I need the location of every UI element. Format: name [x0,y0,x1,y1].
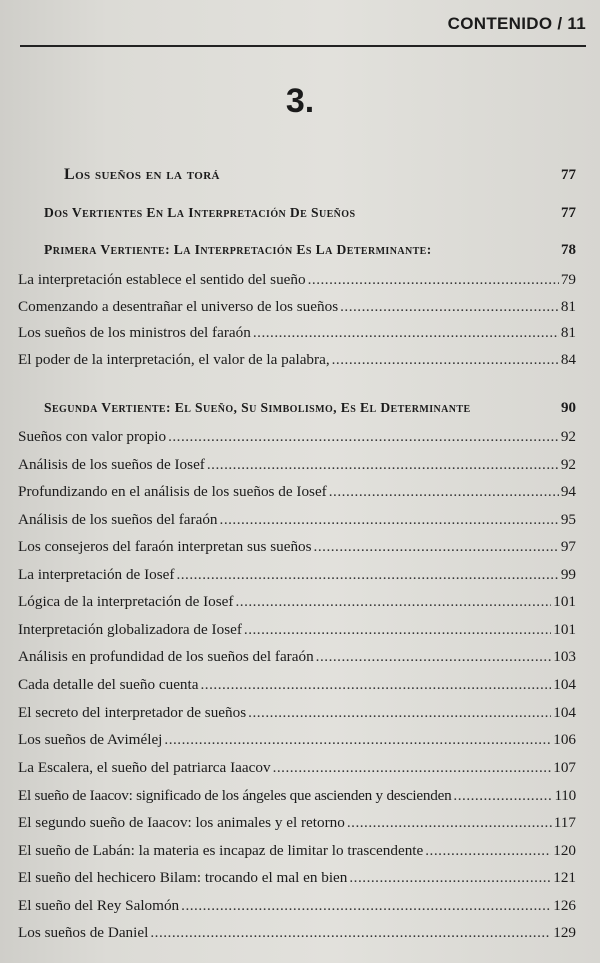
toc-entry-title: Análisis de los sueños de Iosef [18,456,205,473]
section-page: 77 [561,205,576,221]
dot-leader [332,351,559,369]
dot-leader [207,456,559,474]
dot-leader [168,428,559,446]
toc-entry-page: 81 [560,298,576,315]
toc-entry [18,621,576,639]
dot-leader [349,869,551,887]
toc-entry-page: 95 [560,511,576,528]
toc-entry-title: La interpretación establece el sentido del sueño [18,271,306,288]
section-row [44,242,576,259]
chapter-title: Los sueños en la torá [64,166,220,183]
dot-leader [316,648,552,666]
toc-entry-page: 104 [553,704,576,721]
toc-entry [18,869,576,887]
chapter-title-row [64,166,576,184]
chapter-number: 3. [285,82,315,120]
toc-entry-page: 110 [554,787,576,804]
dot-leader [329,483,559,501]
dot-leader [201,676,552,694]
section-page: 78 [561,242,576,258]
toc-entry-title: El sueño de Labán: la materia es incapaz de limitar lo trascendente [18,842,424,859]
toc-entry-title: Comenzando a desentrañar el universo de los sueños [18,298,339,315]
toc-entry [18,787,576,805]
dot-leader [181,897,551,915]
dot-leader [340,298,559,316]
toc-entry [18,428,576,446]
toc-entry-title: Sueños con valor propio [18,428,167,445]
toc-entry-page: 92 [560,456,576,473]
toc-entry-page: 81 [560,324,576,341]
toc-entry-title: Interpretación globalizadora de Iosef [18,621,242,638]
dot-leader [164,731,551,749]
dot-leader [308,271,559,289]
toc-entry-page: 106 [553,731,576,748]
toc-entry-page: 121 [553,869,576,886]
section-title: Primera Vertiente: La Interpretación Es La Determinante: [44,242,432,257]
toc-entry [18,456,576,474]
toc-entry-title: Profundizando en el análisis de los sueños de Iosef [18,483,327,500]
toc-entry [18,271,576,289]
toc-entry [18,298,576,316]
section-page: 90 [561,400,576,416]
toc-entry-title: El sueño del Rey Salomón [18,897,180,914]
toc-entry-page: 101 [553,593,576,610]
toc-entry [18,924,576,942]
toc-entry [18,897,576,915]
dot-leader [253,324,559,342]
toc-entry-page: 120 [553,842,576,859]
dot-leader [453,787,552,805]
chapter-title-page: 77 [561,167,576,183]
toc-entry-page: 129 [553,924,576,941]
toc-entry-page: 126 [553,897,576,914]
toc-entry-title: Análisis de los sueños del faraón [18,511,218,528]
toc-entry [18,483,576,501]
toc-entry [18,324,576,342]
toc-entry [18,676,576,694]
toc-entry [18,538,576,556]
dot-leader [235,593,551,611]
toc-entry-title: Los sueños de Daniel [18,924,149,941]
toc-entry-title: El secreto del interpretador de sueños [18,704,247,721]
dot-leader [244,621,551,639]
toc-entry-title: El poder de la interpretación, el valor de la palabra, [18,351,330,368]
toc-entry-page: 94 [560,483,576,500]
running-header: CONTENIDO / 11 [447,14,586,33]
section-title: Segunda Vertiente: El Sueño, Su Simbolismo, Es El Determinante [44,400,471,415]
toc-entry-title: El sueño de Iaacov: significado de los ángeles que ascienden y descienden [18,787,452,804]
toc-entry-title: La interpretación de Iosef [18,566,175,583]
toc-entry-title: Análisis en profundidad de los sueños del faraón [18,648,314,665]
toc-entry [18,511,576,529]
dot-leader [273,759,552,777]
toc-entry-page: 104 [553,676,576,693]
dot-leader [176,566,558,584]
dot-leader [314,538,559,556]
toc-entry-title: Lógica de la interpretación de Iosef [18,593,234,610]
toc-entry [18,731,576,749]
toc-entry-page: 92 [560,428,576,445]
toc-entry-page: 97 [560,538,576,555]
toc-entry [18,842,576,860]
section-row [44,400,576,417]
toc-entry [18,648,576,666]
toc-entry-title: El sueño del hechicero Bilam: trocando el mal en bien [18,869,348,886]
toc-entry-page: 79 [560,271,576,288]
toc-entry-page: 107 [553,759,576,776]
toc-entry-title: Los sueños de Avimélej [18,731,163,748]
toc-entry [18,704,576,722]
section-row [44,205,576,222]
toc-entry [18,351,576,369]
toc-entry-page: 117 [553,814,576,831]
toc-entry-page: 101 [553,621,576,638]
toc-entry-page: 103 [553,648,576,665]
toc-entry-title: El segundo sueño de Iaacov: los animales y el retorno [18,814,345,831]
toc-entry [18,593,576,611]
dot-leader [150,924,551,942]
section-title: Dos Vertientes En La Interpretación De Sueños [44,205,356,220]
toc-entry-page: 99 [560,566,576,583]
toc-entry-title: La Escalera, el sueño del patriarca Iaacov [18,759,271,776]
toc-entry-title: Cada detalle del sueño cuenta [18,676,199,693]
toc-entry [18,566,576,584]
dot-leader [425,842,551,860]
toc-entry [18,759,576,777]
toc-entry [18,814,576,832]
toc-entry-title: Los consejeros del faraón interpretan sus sueños [18,538,312,555]
header-rule [20,45,586,47]
toc-entry-page: 84 [560,351,576,368]
dot-leader [220,511,559,529]
dot-leader [248,704,551,722]
toc-entry-title: Los sueños de los ministros del faraón [18,324,251,341]
dot-leader [347,814,552,832]
